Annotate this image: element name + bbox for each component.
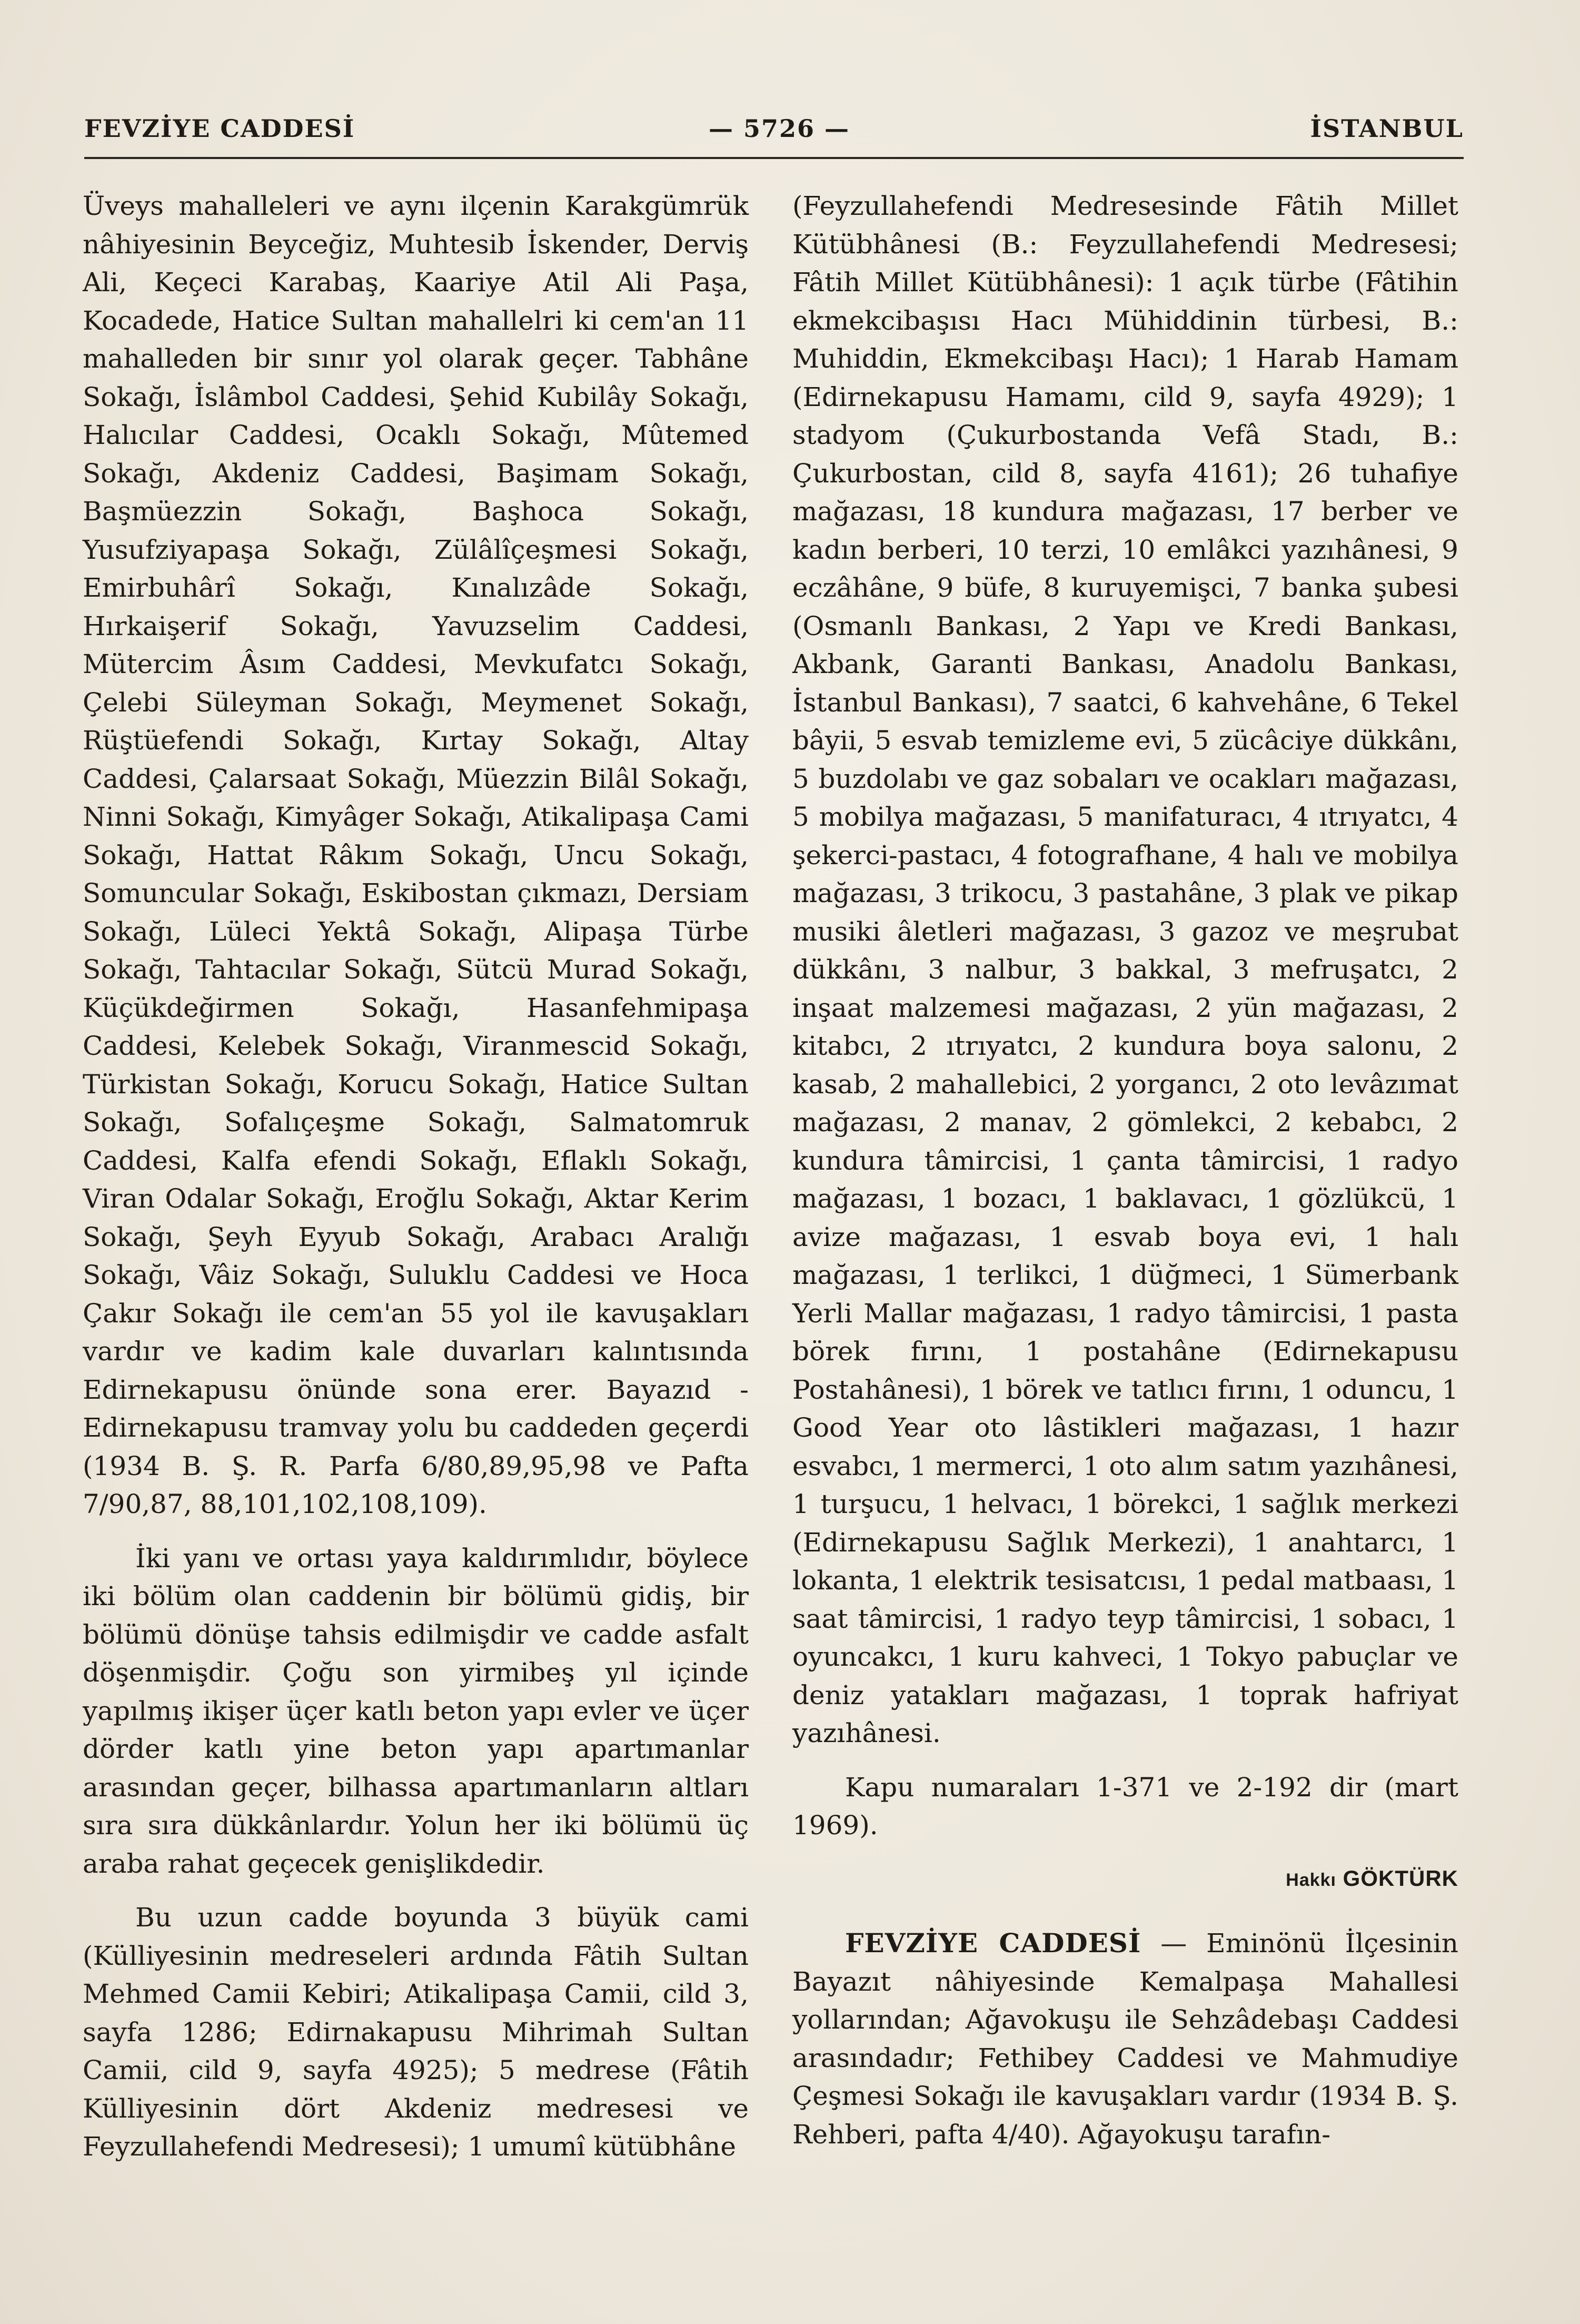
entry-body: — Eminönü İlçesinin Bayazıt nâhiyesinde Kemalpaşa Mahallesi yollarından; Ağavokuşu ile Sehzâdebaşı Caddesi arasındadır; Fethibey Caddesi ve Mahmudiye Çeşmesi Sokağı ile kavuşakları vardır (1934 B. Ş. Rehberi, pafta 4/40). Ağayokuşu tarafın- (792, 1928, 1458, 2150)
header-entry-title: FEVZİYE CADDESİ (84, 114, 355, 143)
header-rule (84, 157, 1464, 159)
author-last-name: GÖKTÜRK (1343, 1865, 1458, 1891)
entry-heading: FEVZİYE CADDESİ (845, 1927, 1141, 1959)
running-header (84, 108, 1464, 155)
right-column (792, 187, 1458, 2153)
paragraph-buildings: Bu uzun cadde boyunda 3 büyük cami (Külliyesinin medreseleri ardında Fâtih Sultan Mehmed Camii Kebiri; Atikalipaşa Camii, cild 3, sayfa 1286; Edirnakapusu Mihrimah Sultan Camii, cild 9, sayfa 4925); 5 medrese (Fâtih Külliyesinin dört Akdeniz medresesi ve Feyzullahefendi Medresesi); 1 umumî kütübhâne (83, 1902, 749, 2162)
paragraph-street-list: Üveys mahalleleri ve aynı ilçenin Karakgümrük nâhiyesinin Beyceğiz, Muhtesib İskender, Derviş Ali, Keçeci Karabaş, Kaariye Atil Ali Paşa, Kocadede, Hatice Sultan mahallelri ki cem'an 11 mahalleden bir sınır yol olarak geçer. Tabhâne Sokağı, İslâmbol Caddesi, Şehid Kubilây Sokağı, Halıcılar Caddesi, Ocaklı Sokağı, Mûtemed Sokağı, Akdeniz Caddesi, Başimam Sokağı, Başmüezzin Sokağı, Başhoca Sokağı, Yusufziyapaşa Sokağı, Zülâlîçeşmesi Sokağı, Emirbuhârî Sokağı, Kınalızâde Sokağı, Hırkaişerif Sokağı, Yavuzselim Caddesi, Mütercim Âsım Caddesi, Mevkufatcı Sokağı, Çelebi Süleyman Sokağı, Meymenet Sokağı, Rüştüefendi Sokağı, Kırtay Sokağı, Altay Caddesi, Çalarsaat Sokağı, Müezzin Bilâl Sokağı, Ninni Sokağı, Kimyâger Sokağı, Atikalipaşa Cami Sokağı, Hattat Râkım Sokağı, Uncu Sokağı, Somuncular Sokağı, Eskibostan çıkmazı, Dersiam Sokağı, Lüleci Yektâ Sokağı, Alipaşa Türbe Sokağı, Tahtacılar Sokağı, Sütcü Murad Sokağı, Küçükdeğirmen Sokağı, Hasanfehmipaşa Caddesi, Kelebek Sokağı, Viranmescid Sokağı, Türkistan Sokağı, Korucu Sokağı, Hatice Sultan Sokağı, Sofalıçeşme Sokağı, Salmatomruk Caddesi, Kalfa efendi Sokağı, Eflaklı Sokağı, Viran Odalar Sokağı, Eroğlu Sokağı, Aktar Kerim Sokağı, Şeyh Eyyub Sokağı, Arabacı Aralığı Sokağı, Vâiz Sokağı, Suluklu Caddesi ve Hoca Çakır Sokağı ile cem'an 55 yol ile kavuşakları vardır ve kadim kale duvarları kalıntısında Edirnekapusu önünde sona erer. Bayazıd - Edirnekapusu tramvay yolu bu caddeden geçerdi (1934 B. Ş. R. Parfa 6/80,89,95,98 ve Pafta 7/90,87, 88,101,102,108,109). (83, 191, 749, 1519)
paragraph-street-description: İki yanı ve ortası yaya kaldırımlıdır, böylece iki bölüm olan caddenin bir bölümü gidiş, bir bölümü dönüşe tahsis edilmişdir ve cadde asfalt döşenmişdir. Çoğu son yirmibeş yıl içinde yapılmış ikişer üçer katlı beton yapı evler ve üçer dörder katlı yine beton yapı apartımanlar arasından geçer, bilhassa apartımanların altları sıra sıra dükkânlardır. Yolun her iki bölümü üç araba rahat geçecek genişlikdedir. (83, 1542, 749, 1879)
left-column (83, 187, 749, 2166)
author-first-name: Hakkı (1286, 1870, 1336, 1890)
header-city: İSTANBUL (1310, 114, 1464, 143)
paragraph-new-entry (792, 1924, 1458, 2153)
author-signature (792, 1860, 1458, 1900)
paragraph-shops: (Feyzullahefendi Medresesinde Fâtih Millet Kütübhânesi (B.: Feyzullahefendi Medresesi; Fâtih Millet Kütübhânesi): 1 açık türbe (Fâtihin ekmekcibaşısı Hacı Mühiddinin türbesi, B.: Muhiddin, Ekmekcibaşı Hacı); 1 Harab Hamam (Edirnekapusu Hamamı, cild 9, sayfa 4929); 1 stadyom (Çukurbostanda Vefâ Stadı, B.: Çukurbostan, cild 8, sayfa 4161); 26 tuhafiye mağazası, 18 kundura mağazası, 17 berber ve kadın berberi, 10 terzi, 10 emlâkci yazıhânesi, 9 eczâhâne, 9 büfe, 8 kuruyemişci, 7 banka şubesi (Osmanlı Bankası, 2 Yapı ve Kredi Bankası, Akbank, Garanti Bankası, Anadolu Bankası, İstanbul Bankası), 7 saatci, 6 kahvehâne, 6 Tekel bâyii, 5 esvab temizleme evi, 5 zücâciye dükkânı, 5 buzdolabı ve gaz sobaları ve ocakları mağazası, 5 mobilya mağazası, 5 manifaturacı, 4 ıtrıyatcı, 4 şekerci-pastacı, 4 fotografhane, 4 halı ve mobilya mağazası, 3 trikocu, 3 pastahâne, 3 plak ve pikap musiki âletleri mağazası, 3 gazoz ve meşrubat dükkânı, 3 nalbur, 3 bakkal, 3 mefruşatcı, 2 inşaat malzemesi mağazası, 2 yün mağazası, 2 kitabcı, 2 ıtrıyatcı, 2 kundura boya salonu, 2 kasab, 2 mahallebici, 2 yorgancı, 2 oto levâzımat mağazası, 2 manav, 2 gömlekci, 2 kebabcı, 2 kundura tâmircisi, 1 çanta tâmircisi, 1 radyo mağazası, 1 bozacı, 1 baklavacı, 1 gözlükcü, 1 avize mağazası, 1 esvab boya evi, 1 halı mağazası, 1 terlikci, 1 düğmeci, 1 Sümerbank Yerli Mallar mağazası, 1 radyo tâmircisi, 1 pasta börek fırını, 1 postahâne (Edirnekapusu Postahânesi), 1 börek ve tatlıcı fırını, 1 oduncu, 1 Good Year oto lâstikleri mağazası, 1 hazır esvabcı, 1 mermerci, 1 oto alım satım yazıhânesi, 1 turşucu, 1 helvacı, 1 börekci, 1 sağlık merkezi (Edirnekapusu Sağlık Merkezi), 1 anahtarcı, 1 lokanta, 1 elektrik tesisatcısı, 1 pedal matbaası, 1 saat tâmircisi, 1 radyo teyp tâmircisi, 1 sobacı, 1 oyuncakcı, 1 kuru kahveci, 1 Tokyo pabuçlar ve deniz yatakları mağazası, 1 toprak hafriyat yazıhânesi. (792, 191, 1458, 1748)
paragraph-door-numbers: Kapu numaraları 1-371 ve 2-192 dir (mart 1969). (792, 1772, 1458, 1841)
page-number: — 5726 — (708, 114, 850, 143)
